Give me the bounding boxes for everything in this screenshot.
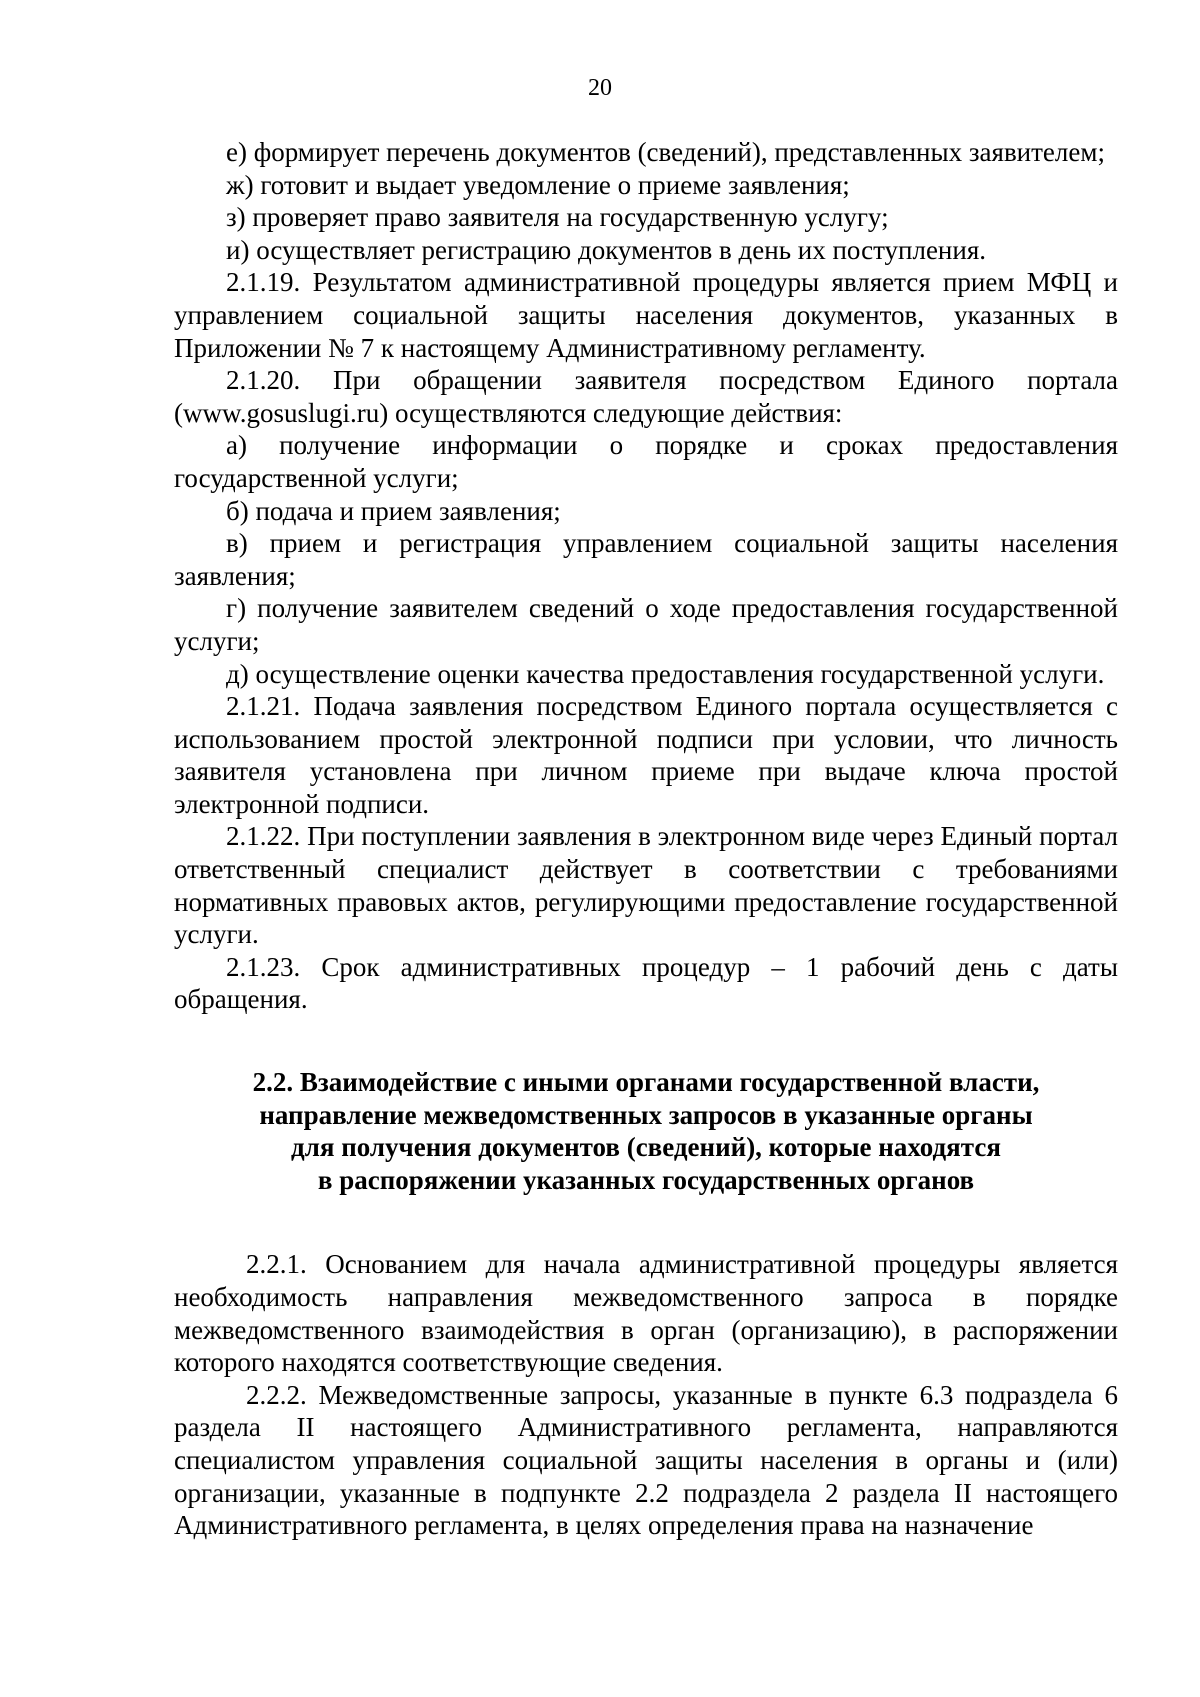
paragraph-item-v: в) прием и регистрация управлением социальной защиты населения заявления; bbox=[174, 528, 1118, 591]
paragraph-item-d: д) осуществление оценки качества предоставления государственной услуги. bbox=[226, 658, 1105, 689]
page-number: 20 bbox=[588, 75, 612, 101]
paragraph-item-z: з) проверяет право заявителя на государственную услугу; bbox=[226, 202, 889, 233]
paragraph-2-1-23: 2.1.23. Срок административных процедур – 1 рабочий день с даты обращения. bbox=[174, 951, 1118, 1015]
paragraph-item-g: г) получение заявителем сведений о ходе предоставления государственной услуги; bbox=[174, 593, 1118, 656]
section-heading-line: для получения документов (сведений), которые находятся bbox=[291, 1132, 1001, 1163]
paragraph-2-1-22: 2.1.22. При поступлении заявления в электронном виде через Единый портал ответственный специалист действует в соответствии с требованиями нормативных правовых актов, регулирующими предоставление государственной услуги. bbox=[174, 821, 1118, 950]
paragraph-item-e: е) формирует перечень документов (сведений), представленных заявителем; bbox=[226, 137, 1105, 167]
paragraph-2-1-21: 2.1.21. Подача заявления посредством Единого портала осуществляется с использованием простой электронной подписи при условии, что личность заявителя установлена при личном приеме при выдаче ключа простой электронной подписи. bbox=[174, 691, 1118, 819]
paragraph-item-a: а) получение информации о порядке и сроках предоставления государственной услуги; bbox=[174, 430, 1118, 493]
paragraph-item-b: б) подача и прием заявления; bbox=[226, 495, 561, 526]
section-heading-2-2 bbox=[174, 1066, 1118, 1196]
document-body bbox=[174, 136, 1118, 1542]
paragraph-2-2-2: 2.2.2. Межведомственные запросы, указанные в пункте 6.3 подраздела 6 раздела II настоящего Административного регламента, направляются специалистом управления социальной защиты населения в органы и (или) организации, указанные в подпункте 2.2 подраздела 2 раздела II настоящего Административного регламента, в целях определения права на назначение bbox=[174, 1379, 1118, 1541]
section-heading-line: в распоряжении указанных государственных органов bbox=[317, 1164, 975, 1195]
paragraph-2-2-1: 2.2.1. Основанием для начала административной процедуры является необходимость направления межведомственного запроса в порядке межведомственного взаимодействия в орган (организацию), в распоряжении которого находятся соответствующие сведения. bbox=[174, 1249, 1118, 1378]
paragraph-item-i: и) осуществляет регистрацию документов в день их поступления. bbox=[226, 234, 986, 265]
paragraph-2-1-19: 2.1.19. Результатом административной процедуры является прием МФЦ и управлением социальной защиты населения документов, указанных в Приложении № 7 к настоящему Административному регламенту. bbox=[174, 267, 1118, 363]
paragraph-item-zh: ж) готовит и выдает уведомление о приеме заявления; bbox=[226, 169, 850, 200]
section-heading-line: 2.2. Взаимодействие с иными органами государственной власти, bbox=[252, 1067, 1040, 1098]
section-heading-line: направление межведомственных запросов в указанные органы bbox=[259, 1099, 1033, 1130]
paragraph-2-1-20: 2.1.20. При обращении заявителя посредством Единого портала (www.gosuslugi.ru) осуществляются следующие действия: bbox=[174, 365, 1118, 428]
